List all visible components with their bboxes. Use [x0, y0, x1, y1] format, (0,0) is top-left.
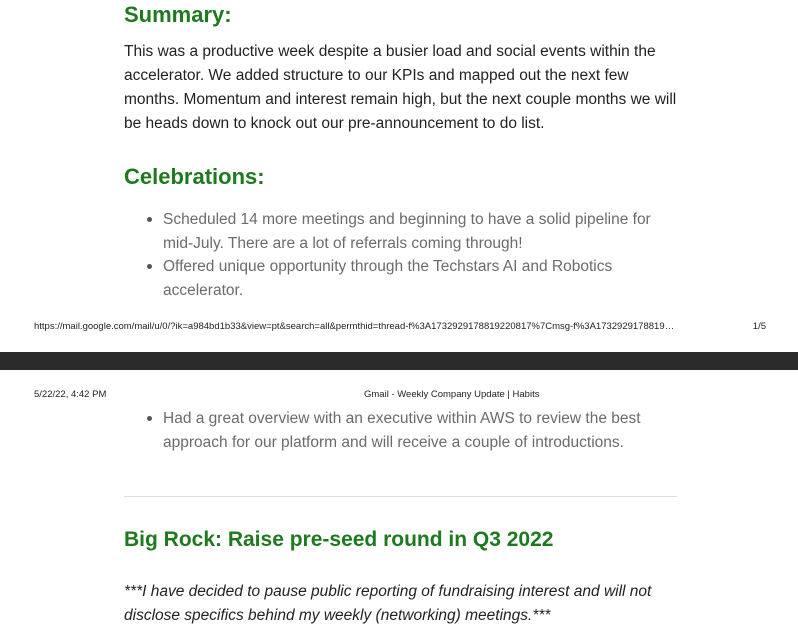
header-title: Gmail - Weekly Company Update | Habits [364, 389, 540, 400]
list-item: Offered unique opportunity through the Techstars AI and Robotics accelerator. [124, 255, 664, 302]
page-separator [0, 352, 798, 370]
celebrations-heading: Celebrations: [124, 164, 265, 189]
footer-page-number: 1/5 [752, 321, 766, 332]
list-item: Had a great overview with an executive within AWS to review the best approach for our platform and will receive a couple of introductions. [124, 407, 664, 454]
footer-url: https://mail.google.com/mail/u/0/?ik=a984bd1b33&view=pt&search=all&permthid=thread-f%3A1732929178819220817%7Cmsg-f%3A1732929178819… [34, 321, 675, 332]
celebrations-list-continued [124, 407, 664, 454]
section-divider [124, 496, 677, 497]
list-item: Scheduled 14 more meetings and beginning to have a solid pipeline for mid-July. There are a lot of referrals coming through! [124, 208, 664, 255]
summary-heading: Summary: [124, 2, 232, 27]
summary-paragraph: This was a productive week despite a busier load and social events within the accelerator. We added structure to our KPIs and mapped out the next few months. Momentum and interest remain high, but the next couple months we will be heads down to knock out our pre-announcement to do list. [124, 43, 677, 132]
header-datetime: 5/22/22, 4:42 PM [34, 389, 107, 400]
big-rock-heading: Big Rock: Raise pre-seed round in Q3 2022 [124, 528, 554, 551]
print-page-2 [0, 370, 798, 640]
fundraising-note: ***I have decided to pause public reporting of fundraising interest and will not disclose specifics behind my weekly (networking) meetings.*** [124, 583, 652, 624]
celebrations-list [124, 208, 664, 302]
